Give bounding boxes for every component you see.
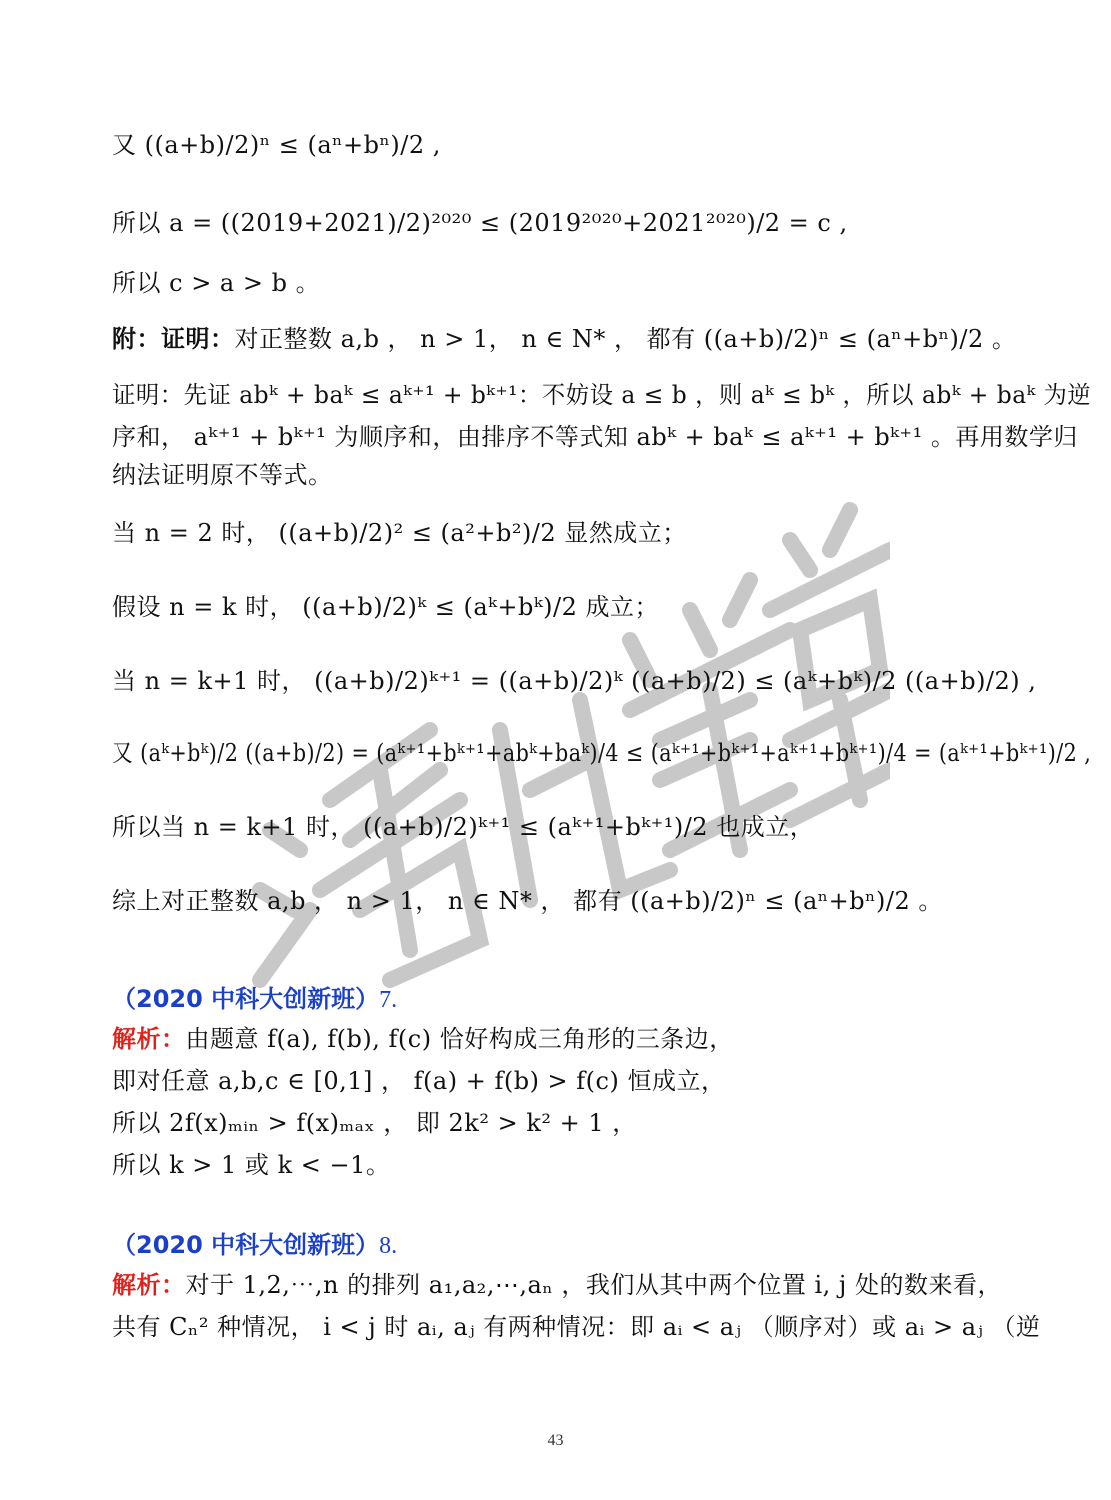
- analysis-label: 解析：: [112, 1025, 186, 1053]
- analysis-line: [112, 1022, 1012, 1056]
- text-line: 即对任意 a,b,c ∈ [0,1] ， f(a) + f(b) > f(c) 恒成立，: [112, 1067, 726, 1095]
- text-line: 所以 a = ((2019+2021)/2)²⁰²⁰ ≤ (2019²⁰²⁰+2021²⁰²⁰)/2 = c ,: [112, 209, 848, 237]
- text-line: 证明：先证 abᵏ + baᵏ ≤ aᵏ⁺¹ + bᵏ⁺¹：不妨设 a ≤ b ，则 aᵏ ≤ bᵏ ，所以 abᵏ + baᵏ 为逆: [112, 381, 1092, 409]
- section-title-8: [112, 1228, 397, 1263]
- text-line: 所以 2f(x)ₘᵢₙ > f(x)ₘₐₓ ， 即 2k² > k² + 1 ，: [112, 1109, 637, 1137]
- appendix-label: 附：证明：: [112, 325, 235, 353]
- analysis-line: [112, 1268, 1012, 1302]
- text-line: 纳法证明原不等式。: [112, 461, 333, 489]
- text-line: 所以 k > 1 或 k < −1。: [112, 1151, 391, 1179]
- analysis-text: 由题意 f(a), f(b), f(c) 恰好构成三角形的三条边，: [185, 1025, 734, 1053]
- text-line: 序和， aᵏ⁺¹ + bᵏ⁺¹ 为顺序和，由排序不等式知 abᵏ + baᵏ ≤ aᵏ⁺¹ + bᵏ⁺¹ 。再用数学归: [112, 423, 1078, 451]
- text-line: 所以当 n = k+1 时， ((a+b)/2)ᵏ⁺¹ ≤ (aᵏ⁺¹+bᵏ⁺¹)/2 也成立，: [112, 813, 815, 841]
- appendix-line: [112, 322, 1017, 356]
- text-line: 共有 Cₙ² 种情况， i < j 时 aᵢ, aⱼ 有两种情况：即 aᵢ < aⱼ （顺序对）或 aᵢ > aⱼ （逆: [112, 1313, 1041, 1341]
- section-title-text: （2020 中科大创新班）: [112, 1231, 380, 1259]
- section-title-text: （2020 中科大创新班）: [112, 985, 380, 1013]
- analysis-label: 解析：: [112, 1271, 186, 1299]
- section-title-7: [112, 982, 397, 1017]
- text-line: 假设 n = k 时， ((a+b)/2)ᵏ ≤ (aᵏ+bᵏ)/2 成立；: [112, 593, 659, 621]
- appendix-text: 对正整数 a,b ， n > 1， n ∈ N* ， 都有 ((a+b)/2)ⁿ ≤ (aⁿ+bⁿ)/2 。: [234, 325, 1017, 353]
- text-line: 当 n = 2 时， ((a+b)/2)² ≤ (a²+b²)/2 显然成立；: [112, 519, 687, 547]
- analysis-text: 对于 1,2,⋯,n 的排列 a₁,a₂,⋯,aₙ ，我们从其中两个位置 i, j 处的数来看，: [185, 1271, 1002, 1299]
- section-number: 8.: [379, 1233, 398, 1259]
- text-line: 所以 c > a > b 。: [112, 269, 321, 297]
- text-line: 又 ((a+b)/2)ⁿ ≤ (aⁿ+bⁿ)/2 ,: [112, 131, 441, 159]
- text-line: 综上对正整数 a,b ， n > 1， n ∈ N* ， 都有 ((a+b)/2)ⁿ ≤ (aⁿ+bⁿ)/2 。: [112, 887, 943, 915]
- page-number: 43: [547, 1432, 564, 1449]
- text-line: 又 (aᵏ+bᵏ)/2 ((a+b)/2) = (aᵏ⁺¹+bᵏ⁺¹+abᵏ+baᵏ)/4 ≤ (aᵏ⁺¹+bᵏ⁺¹+aᵏ⁺¹+bᵏ⁺¹)/4 = (aᵏ⁺¹+bᵏ⁺¹)/2 ,: [112, 739, 1092, 767]
- text-line: 当 n = k+1 时， ((a+b)/2)ᵏ⁺¹ = ((a+b)/2)ᵏ ((a+b)/2) ≤ (aᵏ+bᵏ)/2 ((a+b)/2) ,: [112, 667, 1037, 695]
- section-number: 7.: [379, 987, 398, 1013]
